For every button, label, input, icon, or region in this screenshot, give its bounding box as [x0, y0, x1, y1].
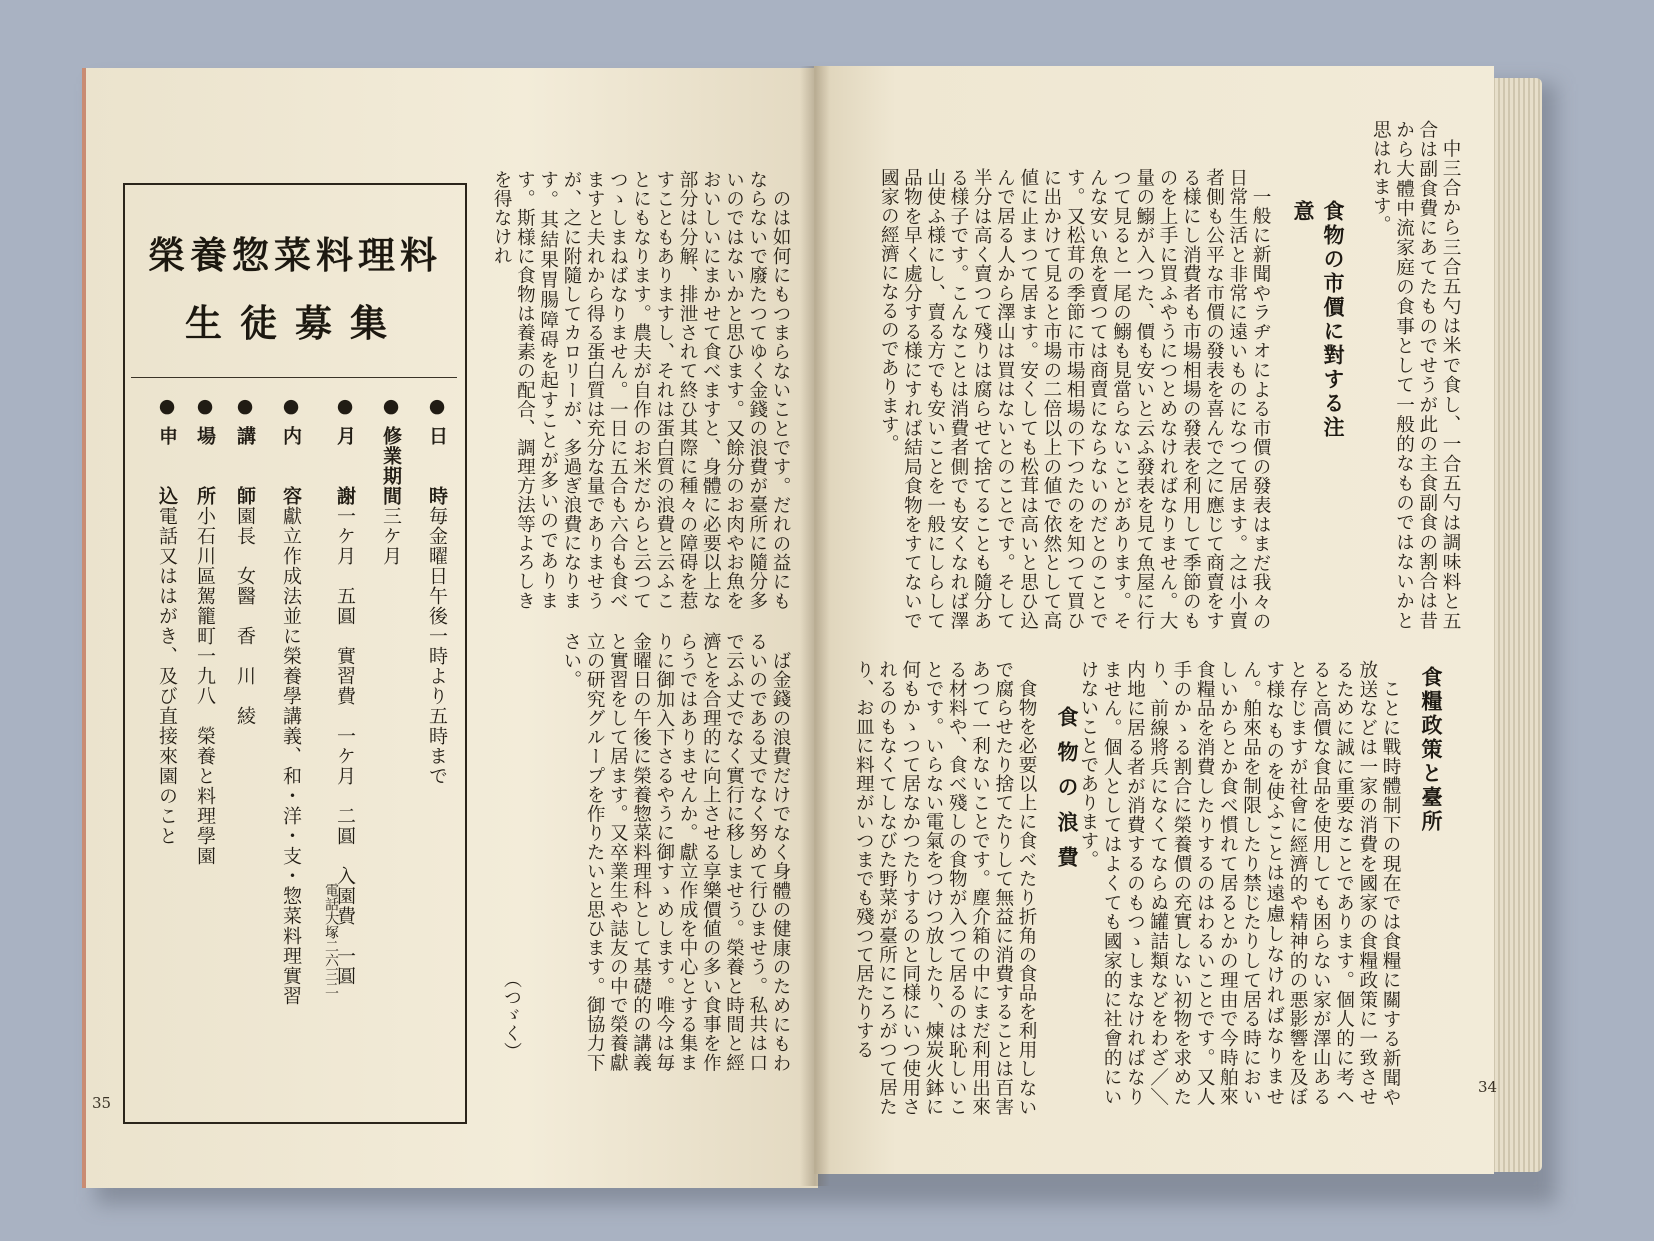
- ad-row-time: [415, 395, 451, 1105]
- bullet-icon: ●: [426, 395, 448, 418]
- ad-row-period: [369, 395, 405, 1105]
- ad-label: 日 時: [426, 426, 448, 506]
- section-text-food-policy: [1077, 660, 1402, 1106]
- ad-label: 場 所: [194, 426, 216, 506]
- bullet-icon: ●: [334, 395, 356, 418]
- paragraph: 一般に新聞やラヂオによる市價の發表はまだ我々の日常生活と非常に遠いものになつて居ます。之は小賣者側も公平な市價の發表を喜んで之に應じて商賣をする様にし消費者も市場相場の發表を利用して季節のものを上手に買ふやうにつとめなければなりません。大量の鰯が入つた、價も安いと云ふ發表を見て魚屋に行つて見ると一尾の鰯も見當らないことがあります。そんな安い魚を賣つては商賣にならないのだとのことです。又松茸の季節に市場相場の下つたのを知つて買ひに出かけて見ると市場の二倍以上の値で依然として高値に止まつて居ます。安くしても松茸は高いと思ひ込んで居る人から澤山は買はないとのことです。そして半分は高く賣つて殘りは腐らせて捨てることも隨分ある様子です。こんなことは消費者側でも安くなれば澤山使ふ様にし、賣る方でも安いことを一般にしらして品物を早く處分する様にすれば結局食物をすてないで國家の經濟になるのであります。: [878, 168, 1271, 630]
- bullet-icon: ●: [280, 395, 302, 418]
- paragraph: ことに戰時體制下の現在では食糧に關する新聞や放送などは一家の消費を國家の食糧政策に一致させるために誠に重要なことであります。個人的に考へると高價な食品を使用しても困らない家が澤山あると存じますが社會に經濟的や精神的の悪影響を及ぼす様なものを使ふことは遠慮しなければなりません。舶來品を制限したり禁じたりして居る時においしいからとか食べ慣れて居るとかの理由で今時舶來食糧品を消費したりするのはわるいことです。又人手のかゝる割合に榮養價の充實しない初物を求めたり、前線將兵になくてならぬ罐詰類などをわざ／＼内地に居る者が消費するのもつゝしまなければなりません。個人としてはよくても國家的に社會的にいけないことであります。: [1077, 660, 1401, 1106]
- ad-details: [145, 395, 451, 1105]
- section-text-market-price: [852, 168, 1272, 630]
- section-heading-food-policy: 食糧政策と臺所: [1419, 666, 1443, 834]
- ad-subtitle: 生徒募集: [185, 301, 405, 345]
- bullet-icon: ●: [380, 395, 402, 418]
- ad-row-apply: [145, 395, 181, 1105]
- ad-label: 内 容: [280, 426, 302, 506]
- ad-divider: [131, 377, 457, 378]
- page-number-left: 35: [92, 1094, 112, 1112]
- ad-row-teacher: [223, 395, 259, 1105]
- bullet-icon: ●: [194, 395, 216, 418]
- ad-label: 修業期間: [380, 426, 402, 506]
- left-lower-text: [500, 632, 792, 1072]
- ad-box: [123, 183, 467, 1124]
- paragraph: のは如何にもつまらないことです。だれの益にもならないで廢たつてゆく金錢の浪費が臺所に隨分多いのではないかと思ひます。又餘分のお肉やお魚をおいしいにまかせて食べますと、身體に必要以上な部分は分解、排泄されて終ひ其際に種々の障碍を惹すこともありますし、それは蛋白質の浪費と云ふことにもなります。農夫が自作のお米だからと云つてつゝしまねばなりません。一日に五合も六合も食べますと夫れから得る蛋白質は充分な量でありませうが、之に附隨してカロリーが、多過ぎ浪費になります。其結果胃腸障碍を起すことが多いのであります。斯様に食物は養素の配合、調理方法等よろしきを得なけれ: [491, 170, 791, 610]
- section-heading-food-waste: 食物の浪費: [1055, 706, 1079, 881]
- ad-title: 榮養惣菜料理料: [148, 233, 442, 277]
- ad-label: 申 込: [156, 426, 178, 506]
- bullet-icon: ●: [156, 395, 178, 418]
- ad-value: 小石川區駕籠町一九八 榮養と料理學園: [194, 506, 216, 866]
- left-upper-text: [490, 170, 792, 610]
- continued-marker: （つゞく）: [501, 970, 522, 1060]
- section-text-food-waste: [853, 660, 1038, 1116]
- ad-row-place: [183, 395, 219, 1105]
- ad-value: 電話又ははがき、及び直接來園のこと: [156, 506, 178, 846]
- ad-value: 園長 女醫 香 川 綾: [234, 506, 256, 726]
- ad-phone: 電話大塚二六三二: [323, 883, 339, 995]
- paragraph: ば金錢の浪費だけでなく身體の健康のためにもわるいのである丈でなく努めて行ひませう。私共は口で云ふ丈でなく實行に移しませう。榮養と時間と經濟とを合理的に向上させる享樂價値の多い食事を作らうではありませんか。獻立作成を中心とする集まりに御加入下さるやうに御すゝめします。唯今は毎金曜日の午後に榮養惣菜料理科として基礎的の講義と實習をして居ます。又卒業生や誌友の中で榮養獻立の研究グループを作りたいと思ひます。御協力下さい。: [560, 632, 791, 1072]
- ad-value: 一ケ月 五圓 實習費 一ケ月 二圓 入園費 一圓: [334, 506, 356, 986]
- ad-value: 獻立作成法並に榮養學講義、和・洋・支・惣菜料理實習: [280, 506, 302, 1006]
- ad-label: 月 謝: [334, 426, 356, 506]
- ad-row-content: [269, 395, 305, 1105]
- bullet-icon: ●: [234, 395, 256, 418]
- page-number-right: 34: [1478, 1078, 1498, 1096]
- paragraph: 中三合から三合五勺は米で食し、一合五勺は調味料と五合は副食費にあてたものでせうが此の主食副食の割合は昔から大體中流家庭の食事として一般的なものではないかと思はれます。: [1370, 120, 1461, 630]
- ad-value: 毎金曜日午後一時より五時まで: [426, 506, 448, 786]
- intro-text: [1356, 120, 1462, 630]
- paragraph: 食物を必要以上に食べたり折角の食品を利用しないで腐らせたり捨てたりして無益に消費することは百害あつて一利ないことです。塵介箱の中にまだ利用出來る材料や、食べ殘しの食物が入つて居るのは恥しいことです。いらない電氣をつけつ放したり、煉炭火鉢に何もかゝつて居なかつたりするのと同様にいつ使用されるのもなくてしなびた野菜が臺所にころがつて居たり、お皿に料理がいつまでも殘つて居たりする: [853, 660, 1037, 1116]
- ad-value: 三ケ月: [380, 506, 402, 566]
- gutter-shadow: [800, 66, 830, 1186]
- section-heading-market-price: 食物の市價に對する注意: [1291, 200, 1345, 440]
- ad-label: 講 師: [234, 426, 256, 506]
